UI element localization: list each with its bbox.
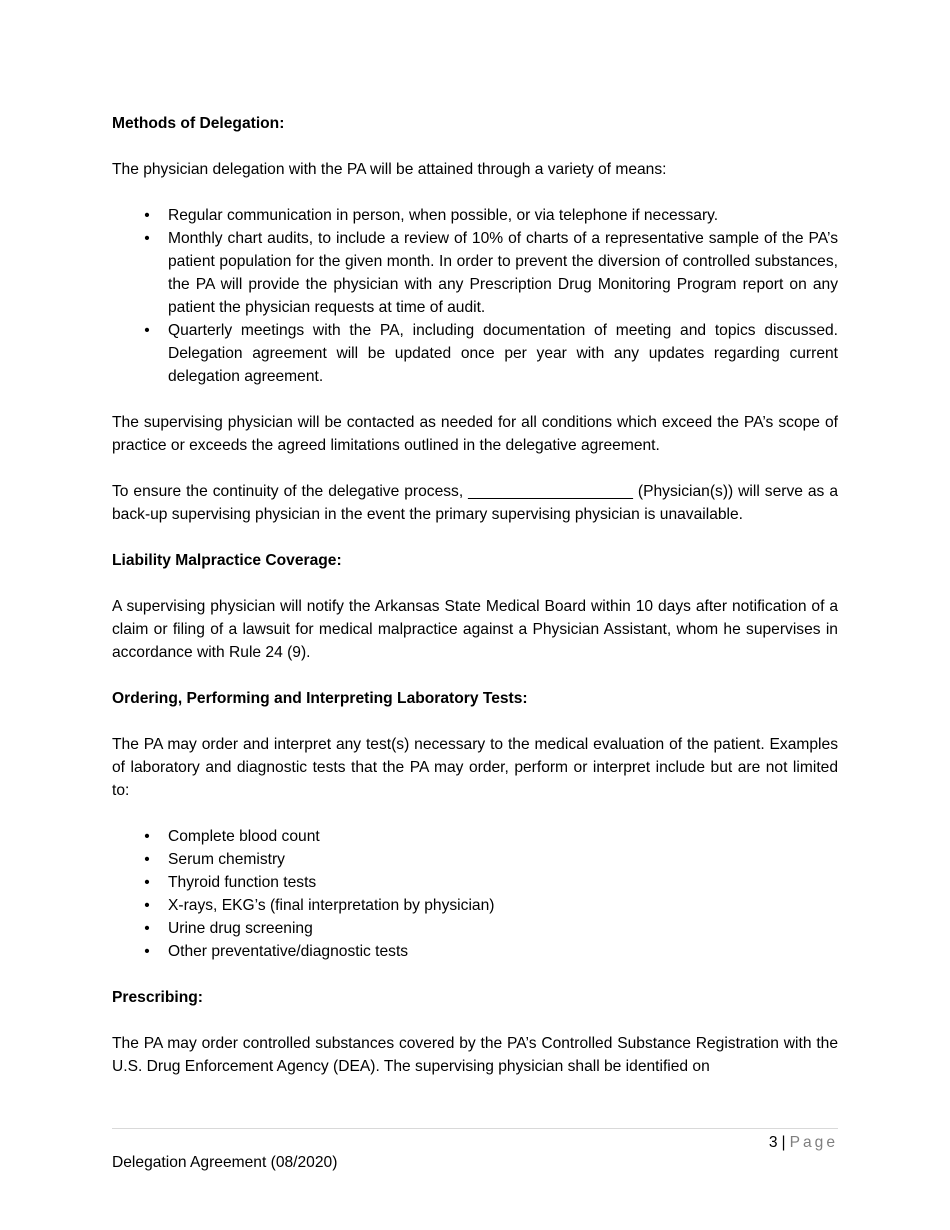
delegation-backup-paragraph: To ensure the continuity of the delegative process, ___________________ (Physician(s)) will serve as a back-up supervising physician in the event the primary supervising physician is unavailable. <box>112 483 838 523</box>
delegation-contact-paragraph: The supervising physician will be contacted as needed for all conditions which exceed the PA’s scope of practice or exceeds the agreed limitations outlined in the delegative agreement. <box>112 414 838 454</box>
page-number-separator: | <box>781 1134 786 1151</box>
list-item: • Thyroid function tests <box>112 871 838 894</box>
lab-paragraph: The PA may order and interpret any test(s) necessary to the medical evaluation of the patient. Examples of laboratory and diagnostic tests that the PA may order, perform or interpret include but are not limited to: <box>112 736 838 799</box>
footer-divider <box>112 1128 838 1129</box>
delegation-intro: The physician delegation with the PA will be attained through a variety of means: <box>112 161 667 178</box>
heading-laboratory-tests: Ordering, Performing and Interpreting Laboratory Tests: <box>112 690 528 707</box>
list-item: • X-rays, EKG’s (final interpretation by physician) <box>112 894 838 917</box>
list-item: • Quarterly meetings with the PA, including documentation of meeting and topics discussed. Delegation agreement will be updated once per year with any updates regarding current delegation agreement. <box>112 319 838 388</box>
bullet-icon: • <box>144 943 150 960</box>
bullet-icon: • <box>144 828 150 845</box>
footer-document-title: Delegation Agreement (08/2020) <box>112 1154 338 1171</box>
bullet-icon: • <box>144 207 150 224</box>
page-word: Page <box>789 1134 838 1151</box>
list-item: • Other preventative/diagnostic tests <box>112 940 838 963</box>
document-page <box>112 112 838 1078</box>
list-item: • Monthly chart audits, to include a review of 10% of charts of a representative sample of the PA’s patient population for the given month. In order to prevent the diversion of controlled substances, the PA will provide the physician with any Prescription Drug Monitoring Program report on any patient the physician requests at time of audit. <box>112 227 838 319</box>
bullet-icon: • <box>144 897 150 914</box>
bullet-icon: • <box>144 874 150 891</box>
list-item: • Urine drug screening <box>112 917 838 940</box>
page-number <box>769 1131 838 1154</box>
bullet-icon: • <box>144 851 150 868</box>
list-item: • Serum chemistry <box>112 848 838 871</box>
heading-liability-malpractice: Liability Malpractice Coverage: <box>112 552 342 569</box>
bullet-icon: • <box>144 230 150 247</box>
lab-test-list <box>112 825 838 963</box>
page-number-value: 3 <box>768 1134 778 1151</box>
heading-methods-of-delegation: Methods of Delegation: <box>112 115 285 132</box>
heading-prescribing: Prescribing: <box>112 989 203 1006</box>
list-item: • Regular communication in person, when possible, or via telephone if necessary. <box>112 204 838 227</box>
list-item: • Complete blood count <box>112 825 838 848</box>
prescribing-paragraph: The PA may order controlled substances covered by the PA’s Controlled Substance Registration with the U.S. Drug Enforcement Agency (DEA). The supervising physician shall be identified on <box>112 1035 838 1075</box>
bullet-icon: • <box>144 920 150 937</box>
liability-paragraph: A supervising physician will notify the Arkansas State Medical Board within 10 days after notification of a claim or filing of a lawsuit for medical malpractice against a Physician Assistant, whom he supervises in accordance with Rule 24 (9). <box>112 598 838 661</box>
delegation-bullet-list <box>112 204 838 388</box>
bullet-icon: • <box>144 322 150 339</box>
